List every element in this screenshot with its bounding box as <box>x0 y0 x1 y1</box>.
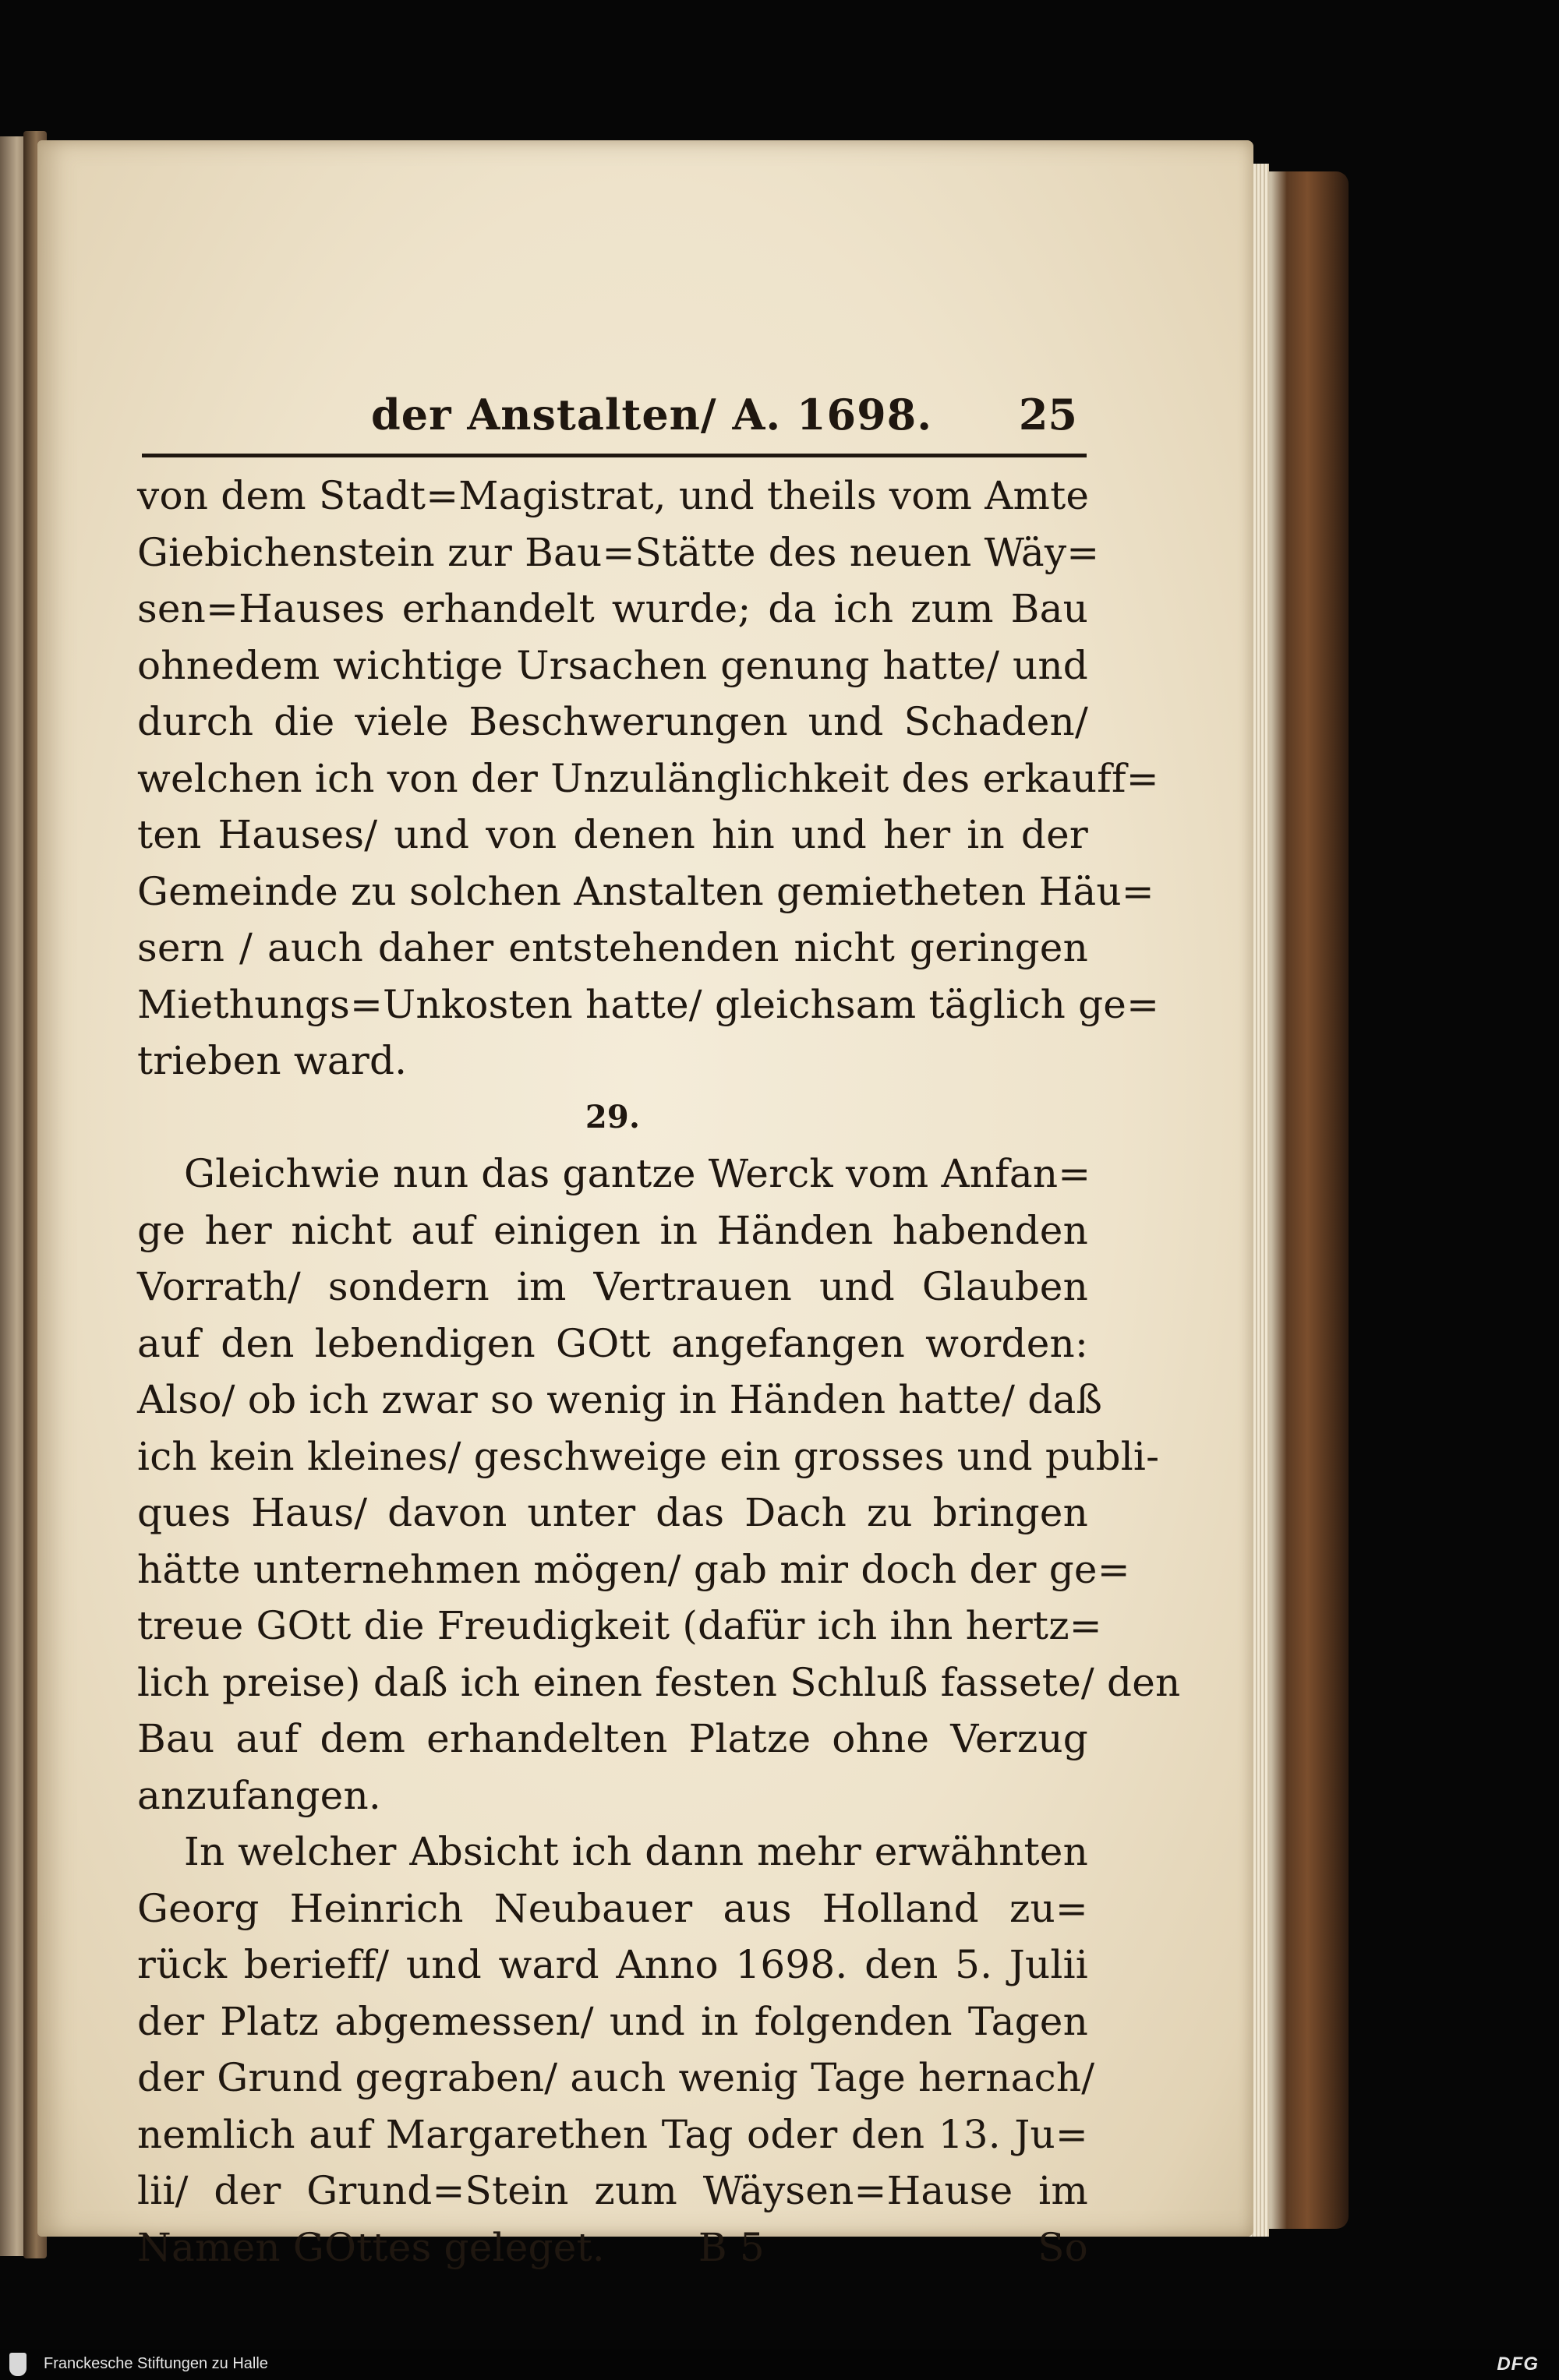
text-line: Also/ ob ich zwar so wenig in Händen hatte/ daß <box>137 1377 1103 1422</box>
signature-mark: B 5 <box>698 2224 765 2270</box>
dfg-logo: DFG <box>1497 2354 1539 2375</box>
text-line: Gemeinde zu solchen Anstalten gemietheten Häu= <box>137 868 1154 914</box>
text-line: lii/ der Grund=Stein zum Wäysen=Hause im <box>137 2168 1088 2213</box>
text-line: sen=Hauses erhandelt wurde; da ich zum Bau <box>137 586 1088 631</box>
text-line: von dem Stadt=Magistrat, und theils vom Amte <box>137 473 1090 518</box>
text-line: lich preise) daß ich einen festen Schluß fassete/ den <box>137 1659 1181 1705</box>
header-rule <box>142 454 1087 457</box>
body-text <box>137 468 1181 2276</box>
text-line: Miethungs=Unkosten hatte/ gleichsam täglich ge= <box>137 981 1160 1027</box>
institution-crest-icon <box>9 2353 27 2376</box>
text-line: sern / auch daher entstehenden nicht geringen <box>137 925 1088 970</box>
text-line: ohnedem wichtige Ursachen genung hatte/ und <box>137 642 1088 688</box>
book-page <box>37 140 1253 2270</box>
text-line: ich kein kleines/ geschweige ein grosses und publi- <box>137 1433 1160 1479</box>
text-line: ques Haus/ davon unter das Dach zu bringen <box>137 1490 1088 1535</box>
text-line: Vorrath/ sondern im Vertrauen und Glauben <box>137 1264 1088 1309</box>
text-line: anzufangen. <box>137 1772 381 1818</box>
page-number: 25 <box>1018 390 1077 440</box>
last-text: Namen GOttes geleget. <box>137 2224 605 2270</box>
text-line: hätte unternehmen mögen/ gab mir doch der ge= <box>137 1546 1130 1592</box>
text-line: In welcher Absicht ich dann mehr erwähnten <box>184 1829 1088 1874</box>
text-line: Giebichenstein zur Bau=Stätte des neuen Wäy= <box>137 529 1100 575</box>
text-line: nemlich auf Margarethen Tag oder den 13. Ju= <box>137 2111 1088 2157</box>
text-line: der Grund gegraben/ auch wenig Tage hernach/ <box>137 2055 1095 2100</box>
text-line: welchen ich von der Unzulänglichkeit des erkauff= <box>137 755 1159 801</box>
section-number: 29. <box>585 1098 641 1135</box>
text-line: ten Hauses/ und von denen hin und her in der <box>137 812 1088 857</box>
text-line: Bau auf dem erhandelten Platze ohne Verzug <box>137 1716 1088 1761</box>
text-line: rück berieff/ und ward Anno 1698. den 5. Julii <box>137 1942 1088 1987</box>
catchword: So <box>1038 2224 1088 2270</box>
text-line: ge her nicht auf einigen in Händen habenden <box>137 1207 1088 1253</box>
last-line <box>137 2219 1088 2276</box>
text-line: Gleichwie nun das gantze Werck vom Anfan= <box>184 1151 1091 1196</box>
text-line: treue GOtt die Freudigkeit (dafür ich ihn hertz= <box>137 1603 1102 1648</box>
text-line: trieben ward. <box>137 1038 408 1083</box>
text-line: der Platz abgemessen/ und in folgenden Tagen <box>137 1998 1088 2044</box>
institution-name: Franckesche Stiftungen zu Halle <box>44 2355 268 2372</box>
text-line: auf den lebendigen GOtt angefangen worden: <box>137 1320 1088 1366</box>
text-line: durch die viele Beschwerungen und Schaden/ <box>137 699 1088 744</box>
footer-bar <box>0 2349 1559 2380</box>
running-head <box>137 390 1088 460</box>
text-line: Georg Heinrich Neubauer aus Holland zu= <box>137 1885 1088 1931</box>
running-head-title: der Anstalten/ A. 1698. <box>371 390 933 440</box>
